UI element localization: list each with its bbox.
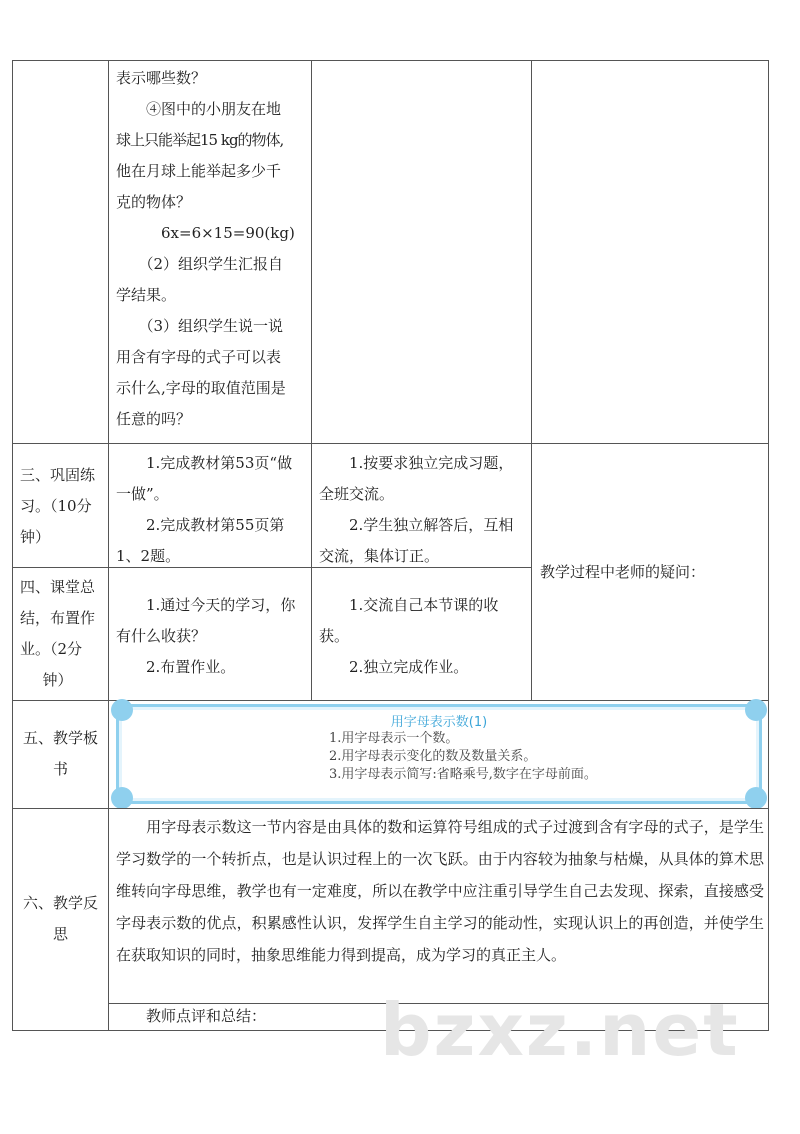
text-line: 全班交流。	[319, 485, 395, 503]
corner-decoration	[745, 787, 767, 809]
text-line: 学结果。	[116, 286, 177, 304]
text-line: 6x=6×15=90(kg)	[116, 224, 295, 242]
section-label-3	[20, 460, 95, 553]
section-label-6	[12, 888, 109, 950]
text-line: 示什么,字母的取值范围是	[116, 379, 286, 397]
text-line: 五、教学板	[22, 729, 98, 747]
text-line: 书	[52, 760, 68, 778]
text-line: 2.布置作业。	[116, 658, 236, 676]
corner-decoration	[745, 699, 767, 721]
teacher-activity-1	[116, 63, 311, 435]
text-line: 一做”。	[116, 485, 169, 503]
text-line: 1.交流自己本节课的收	[319, 596, 499, 614]
text-line: 球上只能举起15 kg的物体,	[116, 131, 284, 149]
text-line: 业。（2分	[20, 640, 83, 658]
text-line: （3）组织学生说一说	[116, 317, 284, 335]
cell	[12, 60, 109, 444]
text-line: 获。	[319, 627, 350, 645]
text-line: 交流，集体订正。	[319, 547, 440, 565]
text-line: 三、巩固练	[20, 466, 96, 484]
text-line: 2.学生独立解答后，互相	[319, 516, 514, 534]
text-line: 钟）	[42, 671, 73, 689]
text-line: 2.完成教材第55页第	[116, 516, 285, 534]
text-line: 2.独立完成作业。	[319, 658, 469, 676]
student-activity-3	[319, 448, 531, 572]
cell	[531, 60, 769, 444]
blackboard-image	[116, 704, 762, 804]
text-line: 钟）	[20, 528, 51, 546]
teacher-comment-label: 教师点评和总结：	[116, 1007, 267, 1025]
text-line: 1.按要求独立完成习题，	[319, 454, 514, 472]
text-line: 任意的吗？	[116, 410, 192, 428]
text-line: 1.通过今天的学习，你	[116, 596, 296, 614]
cell	[311, 60, 532, 444]
board-item: 1.用字母表示一个数。	[329, 731, 459, 746]
text-line: 1、2题。	[116, 547, 181, 565]
text-line: 有什么收获？	[116, 627, 207, 645]
board-title: 用字母表示数(1)	[390, 715, 488, 730]
corner-decoration	[111, 787, 133, 809]
text-line: 思	[52, 925, 68, 943]
corner-decoration	[111, 699, 133, 721]
watermark: bzxz.net	[380, 988, 740, 1072]
text-line: 六、教学反	[22, 894, 98, 912]
text-line: 克的物体？	[116, 193, 192, 211]
board-item: 2.用字母表示变化的数及数量关系。	[329, 749, 537, 764]
text-line: 习。（10分	[20, 497, 92, 515]
text-line: 他在月球上能举起多少千	[116, 162, 282, 180]
text-line: 表示哪些数？	[116, 69, 207, 87]
text-line: ④图中的小朋友在地	[116, 100, 282, 118]
teacher-question-label: 教学过程中老师的疑问：	[540, 563, 706, 581]
board-item: 3.用字母表示简写:省略乘号,数字在字母前面。	[329, 767, 597, 782]
text-line: 结，布置作	[20, 609, 96, 627]
text-line: 1.完成教材第53页“做	[116, 454, 293, 472]
text-line: 四、课堂总	[20, 578, 96, 596]
student-activity-4	[319, 590, 531, 683]
section-label-4	[20, 572, 95, 696]
text-line: （2）组织学生汇报自	[116, 255, 284, 273]
teacher-activity-3	[116, 448, 311, 572]
text-line: 用含有字母的式子可以表	[116, 348, 282, 366]
teacher-activity-4	[116, 590, 311, 683]
section-label-5	[12, 723, 109, 785]
reflection-text: 用字母表示数这一节内容是由具体的数和运算符号组成的式子过渡到含有字母的式子，是学生学习数学的一个转折点，也是认识过程上的一次飞跃。由于内容较为抽象与枯燥，从具体的算术思维转向字母思维，教学也有一定难度，所以在教学中应注重引导学生自己去发现、探索，直接感受字母表示数的优点，积累感性认识，发挥学生自主学习的能动性，实现认识上的再创造，并使学生在获取知识的同时，抽象思维能力得到提高，成为学习的真正主人。	[116, 818, 764, 964]
